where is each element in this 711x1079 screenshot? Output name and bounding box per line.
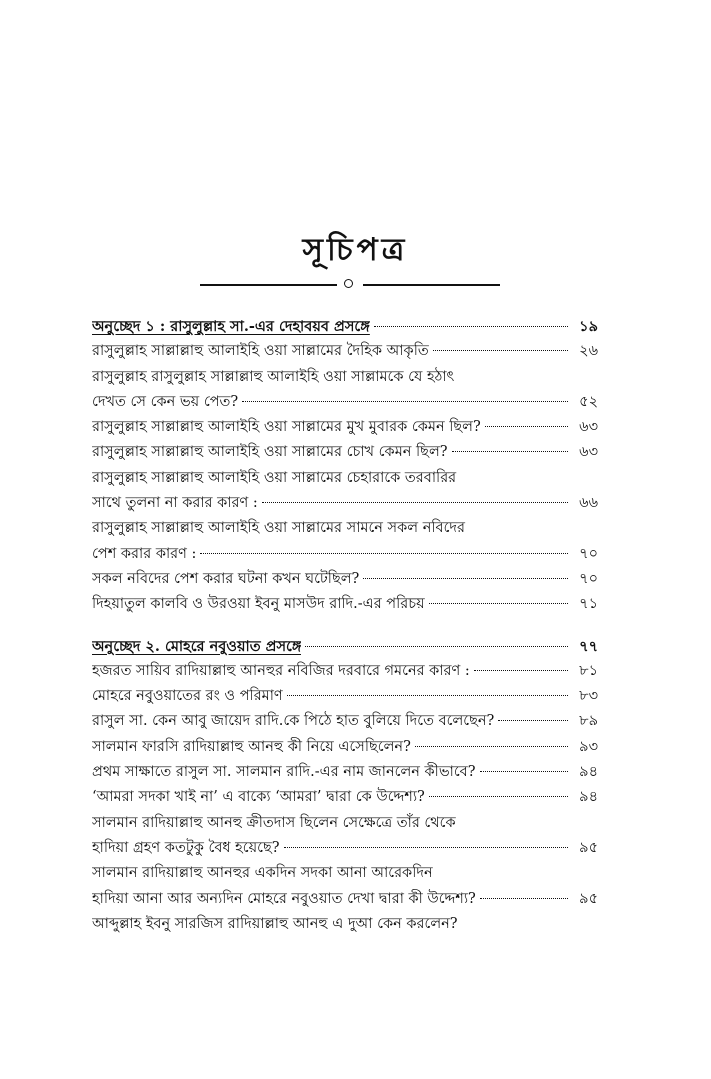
ornament-circle	[344, 279, 353, 288]
page-number: ২৬	[579, 343, 598, 360]
entry-text: হাদিয়া আনা আর অন্যদিন মোহরে নবুওয়াত দেখা দ্বারা কী উদ্দেশ্য?	[92, 890, 476, 907]
section-heading-text: অনুচ্ছেদ ১ : রাসুলুল্লাহ সা.-এর দেহাবয়ব প্রসঙ্গে	[92, 318, 370, 335]
entry-text: হাদিয়া গ্রহণ কতটুকু বৈধ হয়েছে?	[92, 839, 280, 856]
toc-entry	[92, 567, 598, 592]
dot-leader	[200, 553, 568, 554]
title-ornament	[200, 278, 500, 292]
entry-text: সালমান রাদিয়াল্লাহু আনহুর একদিন সদকা আনা আরেকদিন	[92, 865, 433, 882]
entry-text: মোহরে নবুওয়াতের রং ও পরিমাণ	[92, 688, 283, 705]
entry-text: হজরত সায়িব রাদিয়াল্লাহু আনহুর নবিজির দরবারে গমনের কারণ :	[92, 662, 470, 679]
dot-leader	[262, 502, 568, 503]
section-gap	[92, 618, 598, 634]
page-number: ৬৩	[579, 419, 598, 436]
toc-entry	[92, 861, 598, 886]
dot-leader	[284, 847, 568, 848]
section-heading-text: অনুচ্ছেদ ২. মোহরে নবুওয়াত প্রসঙ্গে	[92, 637, 302, 655]
toc-entry	[92, 516, 598, 541]
dot-leader	[429, 603, 568, 604]
dot-leader	[474, 670, 568, 671]
dot-leader	[485, 426, 568, 427]
section-heading	[92, 314, 598, 339]
page-number: ৯৪	[579, 764, 598, 781]
page-number: ৯৪	[579, 789, 598, 806]
page-number: ৬৬	[579, 495, 598, 512]
entry-text: ‘আমরা সদকা খাই না’ এ বাক্যে ‘আমরা’ দ্বারা কে উদ্দেশ্য?	[92, 789, 425, 806]
page-number: ১৯	[579, 318, 598, 335]
dot-leader	[305, 646, 568, 647]
entry-text: রাসুলুল্লাহ রাসুলুল্লাহ সাল্লাল্লাহু আলাইহি ওয়া সাল্লামকে যে হঠাৎ	[92, 368, 455, 385]
toc-entry	[92, 415, 598, 440]
dot-leader	[242, 401, 568, 402]
page-number: ৭১	[579, 596, 598, 613]
page-number: ৯৩	[579, 738, 598, 755]
entry-text: প্রথম সাক্ষাতে রাসুল সা. সালমান রাদি.-এর নাম জানলেন কীভাবে?	[92, 764, 476, 781]
toc-entry	[92, 592, 598, 617]
toc-entry	[92, 912, 598, 937]
dot-leader	[415, 746, 568, 747]
entry-text: সাথে তুলনা না করার কারণ :	[92, 495, 258, 512]
page-number: ৬৩	[579, 444, 598, 461]
toc-entry	[92, 760, 598, 785]
entry-text: দেখত সে কেন ভয় পেত?	[92, 393, 239, 410]
section-heading	[92, 634, 598, 659]
page-number: ৮৩	[579, 688, 598, 705]
toc-entry	[92, 365, 598, 390]
dot-leader	[480, 898, 568, 899]
toc-entry	[92, 735, 598, 760]
entry-text: রাসুলুল্লাহ সাল্লাল্লাহু আলাইহি ওয়া সাল্লামের চোখ কেমন ছিল?	[92, 444, 448, 461]
dot-leader	[498, 720, 568, 721]
toc-entry	[92, 440, 598, 465]
toc-entry	[92, 785, 598, 810]
ornament-line-left	[200, 284, 337, 286]
ornament-line-right	[363, 284, 500, 286]
dot-leader	[287, 695, 568, 696]
dot-leader	[363, 578, 568, 579]
toc-entry	[92, 491, 598, 516]
entry-text: রাসুলুল্লাহ সাল্লাল্লাহু আলাইহি ওয়া সাল্লামের চেহারাকে তরবারির	[92, 469, 457, 486]
toc-entry	[92, 339, 598, 364]
toc-entry	[92, 709, 598, 734]
page-number: ৮১	[579, 662, 598, 679]
page-number: ৭৭	[579, 637, 598, 655]
toc-entry	[92, 684, 598, 709]
dot-leader	[374, 326, 568, 327]
toc-entry	[92, 887, 598, 912]
entry-text: রাসুলুল্লাহ সাল্লাল্লাহু আলাইহি ওয়া সাল্লামের সামনে সকল নবিদের	[92, 520, 465, 537]
page-number: ৮৯	[579, 713, 598, 730]
entry-text: সকল নবিদের পেশ করার ঘটনা কখন ঘটেছিল?	[92, 570, 360, 587]
entry-text: রাসুলুল্লাহ সাল্লাল্লাহু আলাইহি ওয়া সাল্লামের মুখ মুবারক কেমন ছিল?	[92, 419, 481, 436]
page-number: ৯৫	[579, 839, 598, 856]
dot-leader	[433, 350, 568, 351]
dot-leader	[429, 796, 568, 797]
dot-leader	[452, 451, 568, 452]
dot-leader	[480, 771, 569, 772]
entry-text: পেশ করার কারণ :	[92, 545, 197, 562]
toc-entry	[92, 542, 598, 567]
toc-entry	[92, 390, 598, 415]
toc-entry	[92, 466, 598, 491]
entry-text: সালমান ফারসি রাদিয়াল্লাহু আনহু কী নিয়ে এসেছিলেন?	[92, 738, 411, 755]
page-number: ৭০	[579, 545, 598, 562]
entry-text: রাসুল সা. কেন আবু জায়েদ রাদি.কে পিঠে হাত বুলিয়ে দিতে বলেছেন?	[92, 713, 495, 730]
entry-text: রাসুলুল্লাহ সাল্লাল্লাহু আলাইহি ওয়া সাল্লামের দৈহিক আকৃতি	[92, 343, 429, 360]
page-number: ৫২	[579, 393, 598, 410]
entry-text: আব্দুল্লাহ ইবনু সারজিস রাদিয়াল্লাহু আনহু এ দুআ কেন করলেন?	[92, 915, 458, 932]
toc-entry	[92, 836, 598, 861]
page-number: ৯৫	[579, 890, 598, 907]
page-number: ৭০	[579, 570, 598, 587]
page-title: সূচিপত্র	[302, 232, 409, 268]
entry-text: সালমান রাদিয়াল্লাহু আনহু ক্রীতদাস ছিলেন সেক্ষেত্রে তাঁর থেকে	[92, 814, 456, 831]
entry-text: দিহয়াতুল কালবি ও উরওয়া ইবনু মাসউদ রাদি.-এর পরিচয়	[92, 596, 425, 613]
toc-entry	[92, 811, 598, 836]
table-of-contents	[92, 314, 598, 937]
toc-entry	[92, 659, 598, 684]
